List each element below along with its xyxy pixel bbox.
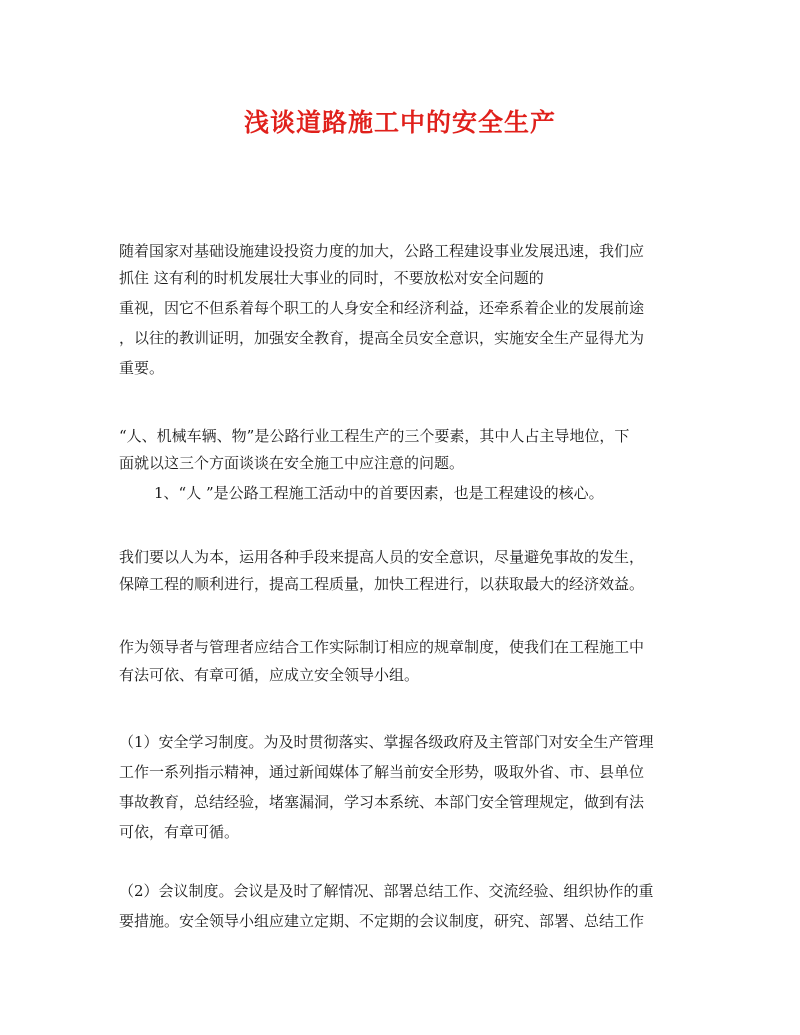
paragraph-line: 重要。 bbox=[119, 359, 165, 377]
paragraph-line: （1）安全学习制度。为及时贯彻落实、掌握各级政府及主管部门对安全生产管理 bbox=[119, 733, 654, 751]
paragraph-line: 重视，因它不但系着每个职工的人身安全和经济利益，还牵系着企业的发展前途 bbox=[119, 299, 645, 317]
document-title: 浅谈道路施工中的安全生产 bbox=[243, 108, 556, 137]
paragraph-line: 有法可依、有章可循，应成立安全领导小组。 bbox=[119, 666, 420, 684]
paragraph-line: 保障工程的顺利进行，提高工程质量，加快工程进行，以获取最大的经济效益。 bbox=[119, 575, 645, 593]
paragraph-line: 要措施。安全领导小组应建立定期、不定期的会议制度，研究、部署、总结工作 bbox=[119, 912, 645, 930]
paragraph-line: 作为领导者与管理者应结合工作实际制订相应的规章制度，使我们在工程施工中 bbox=[119, 638, 645, 656]
paragraph-line: 可依，有章可循。 bbox=[119, 823, 240, 841]
paragraph-line: 事故教育，总结经验，堵塞漏洞，学习本系统、本部门安全管理规定，做到有法 bbox=[119, 793, 645, 811]
paragraph-line: 抓住 这有利的时机发展壮大事业的同时，不要放松对安全问题的 bbox=[119, 269, 544, 287]
paragraph-line: （2）会议制度。会议是及时了解情况、部署总结工作、交流经验、组织协作的重 bbox=[119, 882, 654, 900]
section-heading: 1、“人 ”是公路工程施工活动中的首要因素，也是工程建设的核心。 bbox=[154, 484, 604, 502]
paragraph-line: 面就以这三个方面谈谈在安全施工中应注意的问题。 bbox=[119, 454, 465, 472]
paragraph-line: 随着国家对基础设施建设投资力度的加大，公路工程建设事业发展迅速，我们应 bbox=[119, 242, 645, 260]
paragraph-line: 我们要以人为本，运用各种手段来提高人员的安全意识，尽量避免事故的发生， bbox=[119, 548, 645, 566]
paragraph-line: “人、机械车辆、物”是公路行业工程生产的三个要素，其中人占主导地位，下 bbox=[119, 427, 630, 445]
paragraph-line: ，以往的教训证明，加强安全教育，提高全员安全意识，实施安全生产显得尤为 bbox=[119, 329, 645, 347]
paragraph-line: 工作一系列指示精神，通过新闻媒体了解当前安全形势，吸取外省、市、县单位 bbox=[119, 763, 645, 781]
